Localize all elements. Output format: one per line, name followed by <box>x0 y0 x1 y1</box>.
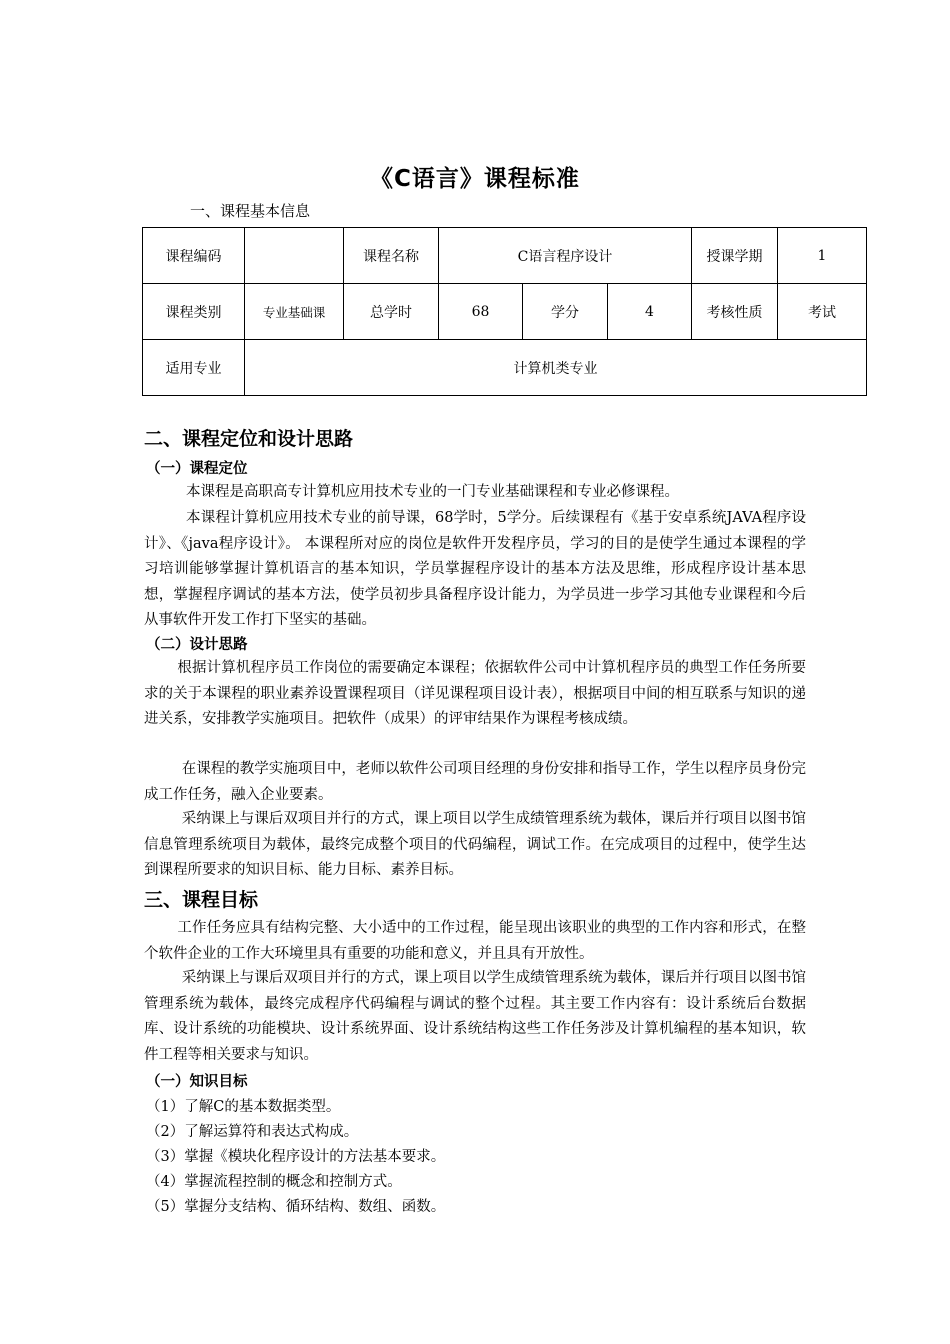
section1-heading: 一、课程基本信息 <box>190 202 311 220</box>
list-item: （2）了解运算符和表达式构成。 <box>146 1124 359 1140</box>
course-name-label: 课程名称 <box>344 228 439 284</box>
section3-paragraph: 采纳课上与课后双项目并行的方式，课上项目以学生成绩管理系统为载体，课后并行项目以图书馆管理系统为载体，最终完成程序代码编程与调试的整个过程。其主要工作内容有：设计系统后台数据库、设计系统的功能模块、设计系统界面、设计系统结构这些工作任务涉及计算机编程的基本知识，软件工程等相关要求与知识。 <box>144 970 806 1063</box>
total-hours-value: 68 <box>439 284 523 340</box>
list-item: （4）掌握流程控制的概念和控制方式。 <box>146 1174 402 1190</box>
section3-sub1: （一）知识目标 <box>146 1074 248 1090</box>
table-row <box>143 340 867 396</box>
major-label: 适用专业 <box>143 340 245 396</box>
section2-sub2: （二）设计思路 <box>146 637 248 653</box>
section2-paragraph: 根据计算机程序员工作岗位的需要确定本课程；依据软件公司中计算机程序员的典型工作任务所要求的关于本课程的职业素养设置课程项目（详见课程项目设计表），根据项目中间的相互联系与知识的递进关系，安排教学实施项目。把软件（成果）的评审结果作为课程考核成绩。 <box>144 660 806 727</box>
total-hours-label: 总学时 <box>344 284 439 340</box>
term-value: 1 <box>778 228 867 284</box>
section3-heading: 三、课程目标 <box>144 889 259 911</box>
course-info-table <box>142 227 867 396</box>
section2-paragraph: 本课程计算机应用技术专业的前导课，68学时，5学分。后续课程有《基于安卓系统JAVA程序设计》、《java程序设计》。 本课程所对应的岗位是软件开发程序员，学习的目的是使学生通过本课程的学习培训能够掌握计算机语言的基本知识，学员掌握程序设计的基本方法及思维，形成程序设计基本思想，掌握程序调试的基本方法，使学员初步具备程序设计能力，为学员进一步学习其他专业课程和今后从事软件开发工作打下坚实的基础。 <box>144 510 806 628</box>
course-code-label: 课程编码 <box>143 228 245 284</box>
table-row <box>143 284 867 340</box>
course-type-label: 课程类别 <box>143 284 245 340</box>
table-row <box>143 228 867 284</box>
document-title: 《C语言》课程标准 <box>370 166 580 192</box>
major-value: 计算机类专业 <box>245 340 867 396</box>
course-name-value: C语言程序设计 <box>439 228 692 284</box>
section2-paragraph: 采纳课上与课后双项目并行的方式，课上项目以学生成绩管理系统为载体，课后并行项目以图书馆信息管理系统项目为载体，最终完成整个项目的代码编程，调试工作。在完成项目的过程中，使学生达到课程所要求的知识目标、能力目标、素养目标。 <box>144 811 806 878</box>
section2-heading: 二、课程定位和设计思路 <box>144 428 354 450</box>
section2-paragraph: 在课程的教学实施项目中，老师以软件公司项目经理的身份安排和指导工作，学生以程序员身份完成工作任务，融入企业要素。 <box>144 761 806 803</box>
section2-paragraph: 本课程是高职高专计算机应用技术专业的一门专业基础课程和专业必修课程。 <box>186 484 680 500</box>
list-item: （1）了解C的基本数据类型。 <box>146 1099 341 1115</box>
section3-paragraph: 工作任务应具有结构完整、大小适中的工作过程，能呈现出该职业的典型的工作内容和形式，在整个软件企业的工作大环境里具有重要的功能和意义，并且具有开放性。 <box>144 920 806 962</box>
course-type-value: 专业基础课 <box>245 284 344 340</box>
course-code-value <box>245 228 344 284</box>
section2-sub1: （一）课程定位 <box>146 461 248 477</box>
list-item: （3）掌握《模块化程序设计的方法基本要求。 <box>146 1149 446 1165</box>
credit-value: 4 <box>608 284 692 340</box>
assessment-value: 考试 <box>778 284 867 340</box>
list-item: （5）掌握分支结构、循环结构、数组、函数。 <box>146 1199 446 1215</box>
credit-label: 学分 <box>523 284 608 340</box>
term-label: 授课学期 <box>692 228 778 284</box>
assessment-label: 考核性质 <box>692 284 778 340</box>
